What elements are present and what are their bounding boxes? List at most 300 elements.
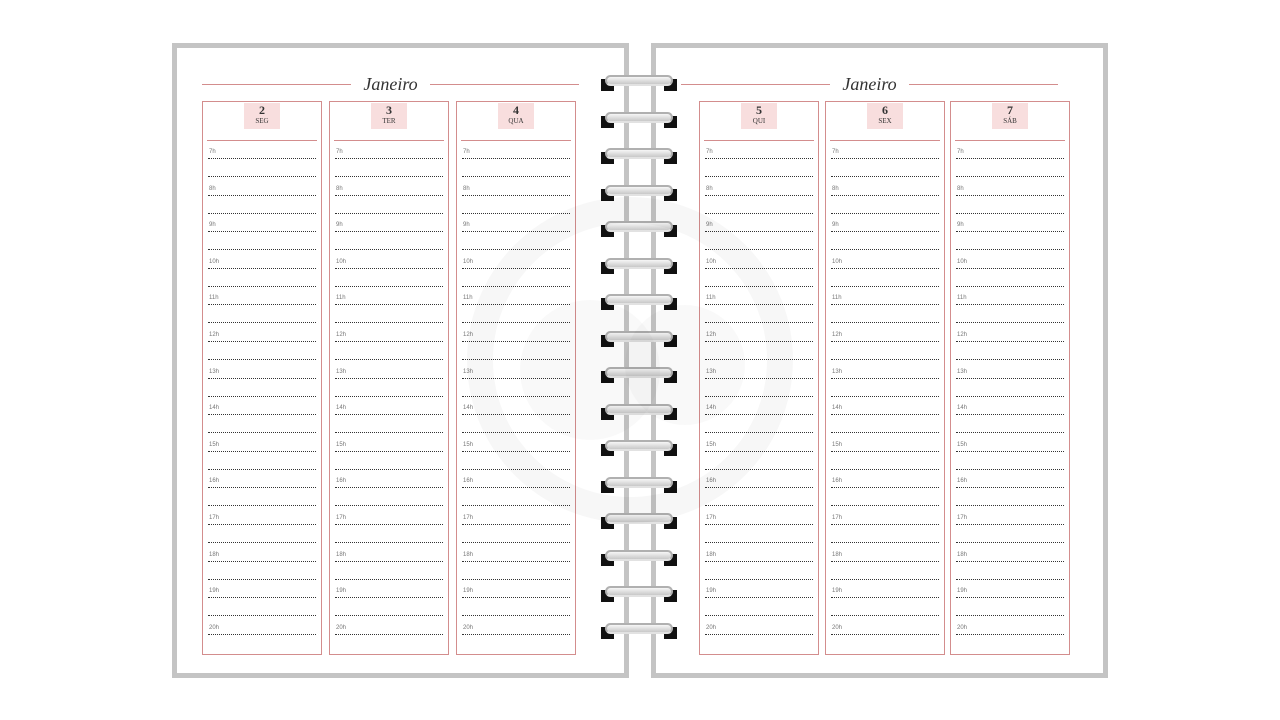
hour-slot [462,150,570,187]
left-planner-page [172,43,629,678]
hour-slot [705,296,813,333]
spiral-ring [599,147,679,167]
hour-slot [462,406,570,443]
writing-line [705,432,813,433]
day-abbreviation: SÁB [1003,117,1017,125]
writing-line [462,195,570,196]
writing-line [208,341,316,342]
spiral-ring [599,184,679,204]
day-badge [498,103,534,129]
hour-label: 13h [336,368,347,375]
day-column [699,101,819,655]
hour-label: 14h [706,405,717,412]
hour-slot [705,589,813,626]
hour-slots [335,150,443,662]
writing-line [705,542,813,543]
hour-label: 13h [463,368,474,375]
writing-line [335,615,443,616]
hour-label: 9h [209,222,216,229]
hour-label: 11h [832,295,842,302]
writing-line [956,341,1064,342]
writing-line [705,176,813,177]
hour-label: 9h [706,222,713,229]
hour-slot [831,296,939,333]
writing-line [462,396,570,397]
writing-line [831,615,939,616]
writing-line [831,432,939,433]
hour-label: 20h [336,624,347,631]
hour-slot [208,443,316,480]
hour-label: 20h [957,624,968,631]
hour-label: 14h [209,405,220,412]
day-column [825,101,945,655]
hour-label: 12h [957,331,968,338]
hour-label: 10h [209,258,220,265]
spiral-binding-icon [599,74,679,664]
writing-line [335,195,443,196]
hour-label: 20h [463,624,474,631]
writing-line [705,524,813,525]
writing-line [705,268,813,269]
spiral-wire [605,550,673,561]
writing-line [335,634,443,635]
writing-line [462,341,570,342]
hour-label: 9h [832,222,839,229]
writing-line [462,542,570,543]
hour-slot [705,479,813,516]
hour-label: 8h [463,185,470,192]
writing-line [956,542,1064,543]
writing-line [208,322,316,323]
writing-line [208,231,316,232]
hour-label: 11h [957,295,967,302]
hour-slots [705,150,813,662]
day-abbreviation: TER [382,117,396,125]
writing-line [462,432,570,433]
writing-line [462,158,570,159]
hour-slot [705,553,813,590]
hour-label: 12h [463,331,474,338]
hour-slot [831,260,939,297]
writing-line [956,268,1064,269]
writing-line [462,505,570,506]
hour-label: 7h [209,149,216,155]
writing-line [335,268,443,269]
hour-label: 18h [336,551,347,558]
hour-slot [335,443,443,480]
month-rule-left [202,84,351,85]
hour-slot [956,626,1064,663]
hour-slot [335,553,443,590]
writing-line [462,414,570,415]
hour-slot [335,150,443,187]
hour-slot [208,296,316,333]
writing-line [462,615,570,616]
writing-line [956,634,1064,635]
day-abbreviation: SEX [878,117,892,125]
writing-line [956,579,1064,580]
spiral-ring [599,549,679,569]
hour-slot [462,443,570,480]
writing-line [956,524,1064,525]
writing-line [335,158,443,159]
spiral-ring [599,366,679,386]
hour-slot [335,516,443,553]
hour-slot [956,443,1064,480]
spiral-wire [605,404,673,415]
hour-label: 7h [706,149,713,155]
writing-line [956,158,1064,159]
writing-line [831,176,939,177]
writing-line [956,561,1064,562]
hour-label: 8h [209,185,216,192]
hour-slot [956,553,1064,590]
spiral-wire [605,586,673,597]
hour-label: 16h [832,478,843,485]
hour-label: 10h [957,258,968,265]
writing-line [956,231,1064,232]
day-separator [207,140,317,141]
hour-slot [462,187,570,224]
writing-line [335,176,443,177]
hour-slot [208,589,316,626]
day-column [202,101,322,655]
writing-line [208,615,316,616]
hour-label: 13h [957,368,968,375]
writing-line [831,304,939,305]
writing-line [208,432,316,433]
writing-line [831,542,939,543]
hour-slot [956,223,1064,260]
hour-label: 8h [706,185,713,192]
hour-label: 7h [957,149,964,155]
hour-label: 7h [463,149,470,155]
writing-line [956,505,1064,506]
hour-slot [462,479,570,516]
writing-line [831,268,939,269]
writing-line [335,304,443,305]
day-number: 2 [259,103,265,117]
writing-line [208,359,316,360]
hour-slot [462,589,570,626]
hour-label: 12h [706,331,717,338]
hour-slot [831,443,939,480]
hour-slot [831,223,939,260]
spiral-ring [599,111,679,131]
spiral-wire [605,513,673,524]
writing-line [831,341,939,342]
writing-line [208,414,316,415]
writing-line [462,249,570,250]
hour-label: 8h [832,185,839,192]
writing-line [705,487,813,488]
writing-line [462,359,570,360]
hour-slot [462,626,570,663]
writing-line [462,213,570,214]
hour-label: 11h [209,295,219,302]
writing-line [335,524,443,525]
writing-line [335,469,443,470]
spiral-ring [599,220,679,240]
writing-line [462,322,570,323]
day-separator [955,140,1065,141]
writing-line [208,304,316,305]
writing-line [705,615,813,616]
hour-label: 16h [957,478,968,485]
hour-slot [208,626,316,663]
spiral-wire [605,148,673,159]
hour-label: 8h [336,185,343,192]
writing-line [956,396,1064,397]
hour-slot [335,589,443,626]
writing-line [956,378,1064,379]
hour-label: 16h [463,478,474,485]
hour-slot [462,260,570,297]
hour-slot [335,479,443,516]
writing-line [831,249,939,250]
hour-slot [956,187,1064,224]
writing-line [462,304,570,305]
spiral-wire [605,258,673,269]
hour-label: 8h [957,185,964,192]
day-badge [992,103,1028,129]
hour-slot [831,406,939,443]
writing-line [208,396,316,397]
hour-label: 15h [832,441,843,448]
writing-line [831,505,939,506]
writing-line [208,268,316,269]
hour-slot [831,150,939,187]
writing-line [705,359,813,360]
hour-label: 19h [957,588,968,595]
writing-line [335,359,443,360]
hour-label: 12h [832,331,843,338]
hour-slot [956,406,1064,443]
writing-line [831,524,939,525]
writing-line [208,158,316,159]
hour-slot [831,479,939,516]
hour-slot [705,187,813,224]
hour-label: 20h [209,624,220,631]
hour-label: 19h [209,588,220,595]
writing-line [208,561,316,562]
day-separator [830,140,940,141]
hour-label: 11h [463,295,473,302]
hour-slot [208,370,316,407]
writing-line [208,487,316,488]
day-number: 3 [386,103,392,117]
day-badge [867,103,903,129]
writing-line [335,451,443,452]
writing-line [335,322,443,323]
hour-label: 9h [957,222,964,229]
hour-slot [335,187,443,224]
writing-line [956,451,1064,452]
hour-label: 12h [336,331,347,338]
hour-slot [208,406,316,443]
writing-line [831,322,939,323]
month-rule-right [430,84,579,85]
writing-line [705,213,813,214]
hour-label: 17h [832,514,843,521]
spiral-wire [605,623,673,634]
hour-label: 19h [832,588,843,595]
writing-line [705,469,813,470]
hour-slot [208,516,316,553]
hour-label: 11h [706,295,716,302]
day-number: 6 [882,103,888,117]
hour-slot [705,516,813,553]
writing-line [956,432,1064,433]
hour-label: 17h [957,514,968,521]
writing-line [831,451,939,452]
writing-line [462,231,570,232]
writing-line [335,597,443,598]
hour-slot [462,370,570,407]
hour-label: 10h [832,258,843,265]
hour-slot [462,296,570,333]
writing-line [208,524,316,525]
hour-label: 10h [706,258,717,265]
spiral-wire [605,440,673,451]
writing-line [831,597,939,598]
writing-line [831,378,939,379]
writing-line [956,322,1064,323]
writing-line [335,579,443,580]
day-badge [741,103,777,129]
writing-line [956,213,1064,214]
hour-slot [462,516,570,553]
writing-line [831,213,939,214]
spiral-ring [599,257,679,277]
writing-line [705,505,813,506]
writing-line [335,432,443,433]
hour-slots [208,150,316,662]
writing-line [831,158,939,159]
hour-slot [956,150,1064,187]
hour-slot [208,223,316,260]
hour-slot [705,370,813,407]
spiral-wire [605,331,673,342]
writing-line [705,634,813,635]
hour-label: 20h [706,624,717,631]
hour-slot [831,370,939,407]
writing-line [335,542,443,543]
writing-line [705,579,813,580]
hour-label: 11h [336,295,346,302]
hour-slot [208,479,316,516]
writing-line [705,231,813,232]
hour-label: 13h [832,368,843,375]
writing-line [705,322,813,323]
writing-line [208,579,316,580]
spiral-ring [599,439,679,459]
writing-line [831,359,939,360]
writing-line [208,249,316,250]
day-separator [334,140,444,141]
hour-label: 18h [706,551,717,558]
writing-line [335,286,443,287]
writing-line [208,213,316,214]
hour-label: 14h [336,405,347,412]
writing-line [831,579,939,580]
hour-slot [335,296,443,333]
writing-line [956,487,1064,488]
writing-line [335,487,443,488]
spiral-wire [605,75,673,86]
writing-line [956,615,1064,616]
day-badge [371,103,407,129]
hour-slot [462,553,570,590]
writing-line [208,469,316,470]
hour-slot [335,406,443,443]
month-title: Janeiro [842,73,897,94]
spiral-ring [599,293,679,313]
writing-line [335,396,443,397]
hour-slot [831,516,939,553]
hour-slot [335,333,443,370]
month-rule-left [681,84,830,85]
spiral-ring [599,585,679,605]
writing-line [462,597,570,598]
writing-line [956,286,1064,287]
day-number: 5 [756,103,762,117]
spiral-wire [605,185,673,196]
hour-slot [335,626,443,663]
writing-line [462,451,570,452]
hour-label: 15h [463,441,474,448]
hour-slot [831,626,939,663]
hour-slot [335,223,443,260]
spiral-wire [605,477,673,488]
writing-line [462,286,570,287]
spiral-wire [605,112,673,123]
hour-label: 7h [336,149,343,155]
writing-line [831,286,939,287]
hour-label: 12h [209,331,220,338]
hour-label: 17h [209,514,220,521]
writing-line [705,195,813,196]
writing-line [462,176,570,177]
writing-line [705,286,813,287]
hour-label: 14h [832,405,843,412]
hour-label: 13h [706,368,717,375]
writing-line [335,249,443,250]
month-rule-right [909,84,1058,85]
hour-slot [831,187,939,224]
writing-line [956,359,1064,360]
writing-line [705,451,813,452]
spiral-ring [599,403,679,423]
hour-label: 9h [336,222,343,229]
writing-line [831,195,939,196]
writing-line [831,231,939,232]
writing-line [335,231,443,232]
writing-line [831,634,939,635]
writing-line [956,195,1064,196]
right-planner-page [651,43,1108,678]
day-column [329,101,449,655]
hour-slot [956,370,1064,407]
spiral-wire [605,221,673,232]
writing-line [705,396,813,397]
hour-label: 18h [957,551,968,558]
writing-line [208,597,316,598]
writing-line [462,561,570,562]
hour-slot [462,223,570,260]
writing-line [462,634,570,635]
hour-label: 10h [463,258,474,265]
